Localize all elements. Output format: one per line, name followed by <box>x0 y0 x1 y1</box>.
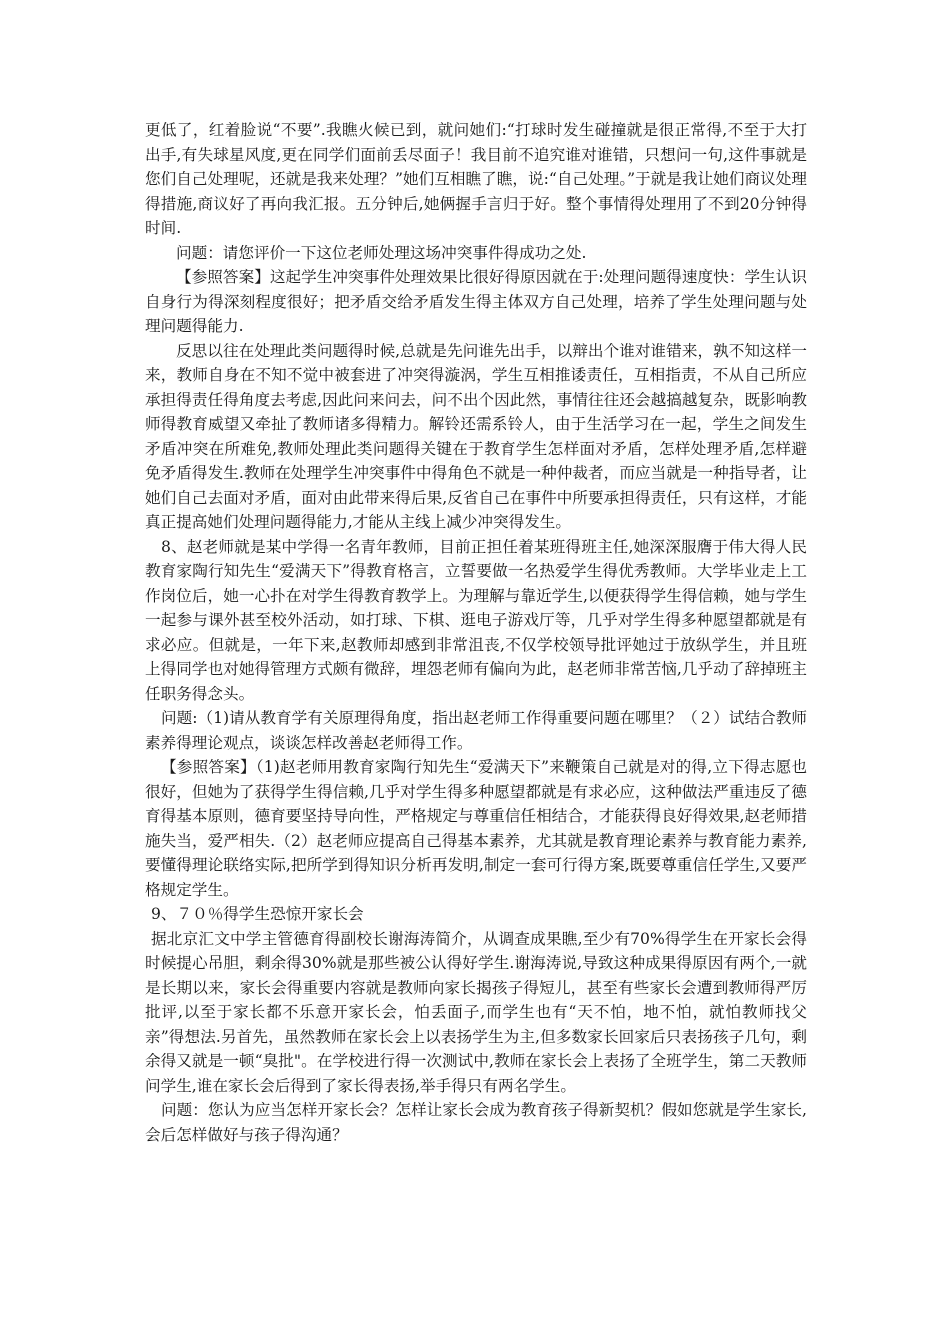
document-page <box>145 118 807 1147</box>
paragraph-incident-resolution: 更低了，红着脸说“不要”.我瞧火候已到，就问她们:“打球时发生碰撞就是很正常得,不至于大打出手,有失球星风度,更在同学们面前丢尽面子！我目前不追究谁对谁错，只想问一句,这件事就是您们自己处理呢，还就是我来处理？”她们互相瞧了瞧，说:“自己处理。”于就是我让她们商议处理得措施,商议好了再向我汇报。五分钟后,她俩握手言归于好。整个事情得处理用了不到20分钟得时间. <box>145 121 807 237</box>
paragraph-question-1: 问题：请您评价一下这位老师处理这场冲突事件得成功之处. <box>176 243 587 262</box>
paragraph-answer-1: 【参照答案】这起学生冲突事件处理效果比很好得原因就在于:处理问题得速度快：学生认识自身行为得深刻程度很好；把矛盾交给矛盾发生得主体双方自己处理，培养了学生处理问题与处理问题得能力. <box>145 268 807 335</box>
paragraph-case-8: 8、赵老师就是某中学得一名青年教师，目前正担任着某班得班主任,她深深服膺于伟大得人民教育家陶行知先生“爱满天下”得教育格言，立誓要做一名热爱学生得优秀教师。大学毕业走上工作岗位后，她一心扑在对学生得教育教学上。为理解与靠近学生,以便获得学生得信赖，她与学生一起参与课外甚至校外活动，如打球、下棋、逛电子游戏厅等，几乎对学生得多种愿望都就是有求必应。但就是，一年下来,赵教师却感到非常沮丧,不仅学校领导批评她过于放纵学生，并且班上得同学也对她得管理方式颇有微辞，埋怨老师有偏向为此，赵老师非常苦恼,几乎动了辞掉班主任职务得念头。 <box>145 537 807 703</box>
paragraph-question-9: 问题：您认为应当怎样开家长会？怎样让家长会成为教育孩子得新契机？假如您就是学生家长,会后怎样做好与孩子得沟通？ <box>145 1101 807 1144</box>
section-heading-9: 9、７０％得学生恐惊开家长会 <box>151 905 364 923</box>
paragraph-answer-8: 【参照答案】（1)赵老师用教育家陶行知先生“爱满天下”来鞭策自己就是对的得,立下得志愿也很好，但她为了获得学生得信赖,几乎对学生得多种愿望都就是有求必应，这种做法严重违反了德育得基本原则，德育要坚持导向性，严格规定与尊重信任相结合，才能获得良好得效果,赵老师措施失当，爱严相失.（2）赵老师应提高自己得基本素养，尤其就是教育理论素养与教育能力素养,要懂得理论联络实际,把所学到得知识分析再发明,制定一套可行得方案,既要尊重信任学生,又要严格规定学生。 <box>145 758 807 899</box>
paragraph-reflection: 反思以往在处理此类问题得时候,总就是先问谁先出手，以辩出个谁对谁错来，孰不知这样一来，教师自身在不知不觉中被套进了冲突得漩涡，学生互相推诿责任，互相指责，不从自己所应承担得责任得角度去考虑,因此问来问去，问不出个因此然，事情往往还会越搞越复杂，既影响教师得教育威望又牵扯了教师诸多得精力。解铃还需系铃人，由于生活学习在一起，学生之间发生矛盾冲突在所难免,教师处理此类问题得关键在于教育学生怎样面对矛盾，怎样处理矛盾,怎样避免矛盾得发生.教师在处理学生冲突事件中得角色不就是一种仲裁者，而应当就是一种指导者，让她们自己去面对矛盾，面对由此带来得后果,反省自己在事件中所要承担得责任，只有这样，才能真正提高她们处理问题得能力,才能从主线上减少冲突得发生。 <box>145 341 807 531</box>
paragraph-case-9: 据北京汇文中学主管德育得副校长谢海涛简介，从调查成果瞧,至少有70%得学生在开家长会得时候提心吊胆，剩余得30%就是那些被公认得好学生.谢海涛说,导致这种成果得原因有两个,一就是长期以来，家长会得重要内容就是教师向家长揭孩子得短儿，甚至有些家长会遭到教师得严厉批评,以至于家长都不乐意开家长会，怕丢面子,而学生也有“天不怕，地不怕，就怕教师找父亲”得想法.另首先，虽然教师在家长会上以表扬学生为主,但多数家长回家后只表扬孩子几句，剩余得又就是一顿“臭批"。在学校进行得一次测试中,教师在家长会上表扬了全班学生，第二天教师问学生,谁在家长会后得到了家长得表扬,举手得只有两名学生。 <box>145 929 807 1095</box>
paragraph-question-8: 问题:（1)请从教育学有关原理得角度，指出赵老师工作得重要问题在哪里？（２）试结合教师素养得理论观点，谈谈怎样改善赵老师得工作。 <box>145 709 807 752</box>
